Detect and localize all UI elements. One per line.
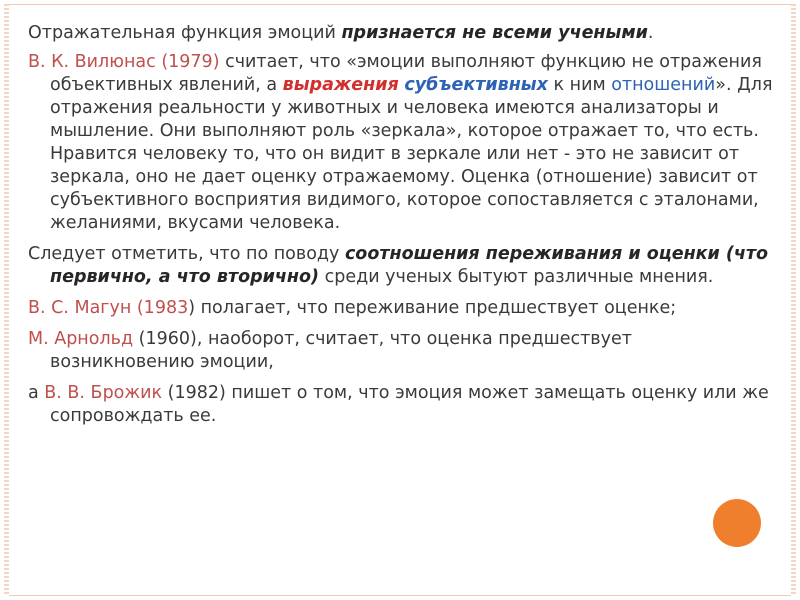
vilyunas-paragraph bbox=[28, 51, 776, 235]
note-emphasis: соотношения переживания и оценки (что первично, а что вторично) bbox=[50, 244, 769, 287]
note-paragraph bbox=[28, 243, 776, 289]
brozhik-text: (1982) пишет о том, что эмоция может замещать оценку или же сопровождать ее. bbox=[50, 383, 769, 426]
subjective-emphasis: субъективных bbox=[404, 75, 548, 95]
arnold-paragraph bbox=[28, 328, 776, 374]
orange-circle-decoration bbox=[713, 499, 761, 547]
expression-emphasis: выражения bbox=[282, 75, 399, 95]
magun-paragraph bbox=[28, 297, 776, 320]
intro-text: Отражательная функция эмоций bbox=[28, 23, 342, 43]
magun-text: ) полагает, что переживание предшествует оценке; bbox=[188, 298, 677, 318]
vilyunas-author: В. К. Вилюнас (1979) bbox=[28, 52, 220, 72]
intro-emphasis: признается не всеми учеными bbox=[341, 23, 648, 43]
arnold-text: (1960), наоборот, считает, что оценка предшествует возникновению эмоции, bbox=[50, 329, 632, 372]
magun-author: В. С. Магун (1983 bbox=[28, 298, 189, 318]
intro-period: . bbox=[647, 23, 654, 43]
slide-body bbox=[28, 22, 776, 436]
left-decor-stripe bbox=[4, 4, 9, 596]
intro-paragraph bbox=[28, 22, 776, 45]
vilyunas-text-1: считает, что «эмоции выполняют функцию не отражения объективных явлений, а bbox=[50, 52, 762, 95]
note-text-2: среди ученых бытуют различные мнения. bbox=[319, 267, 714, 287]
brozhik-author: В. В. Брожик bbox=[44, 383, 163, 403]
vilyunas-text-2: к ним bbox=[547, 75, 612, 95]
note-text-1: Следует отметить, что по поводу bbox=[28, 244, 345, 264]
brozhik-paragraph bbox=[28, 382, 776, 428]
right-decor-stripe bbox=[791, 4, 796, 596]
arnold-author: М. Арнольд bbox=[28, 329, 134, 349]
vilyunas-text-3: ». Для отражения реальности у животных и человека имеются анализаторы и мышление. Они выполняют роль «зеркала», которое отражает то, что есть. Нравится человеку то, что он видит в зеркале или нет - это не зависит от зеркала, оно не дает оценку отражаемому. Оценка (отношение) зависит от субъективного восприятия видимого, которое сопоставляется с эталонами, желаниями, вкусами человека. bbox=[50, 75, 773, 233]
brozhik-prefix: а bbox=[28, 383, 45, 403]
relations-emphasis: отношений bbox=[611, 75, 716, 95]
